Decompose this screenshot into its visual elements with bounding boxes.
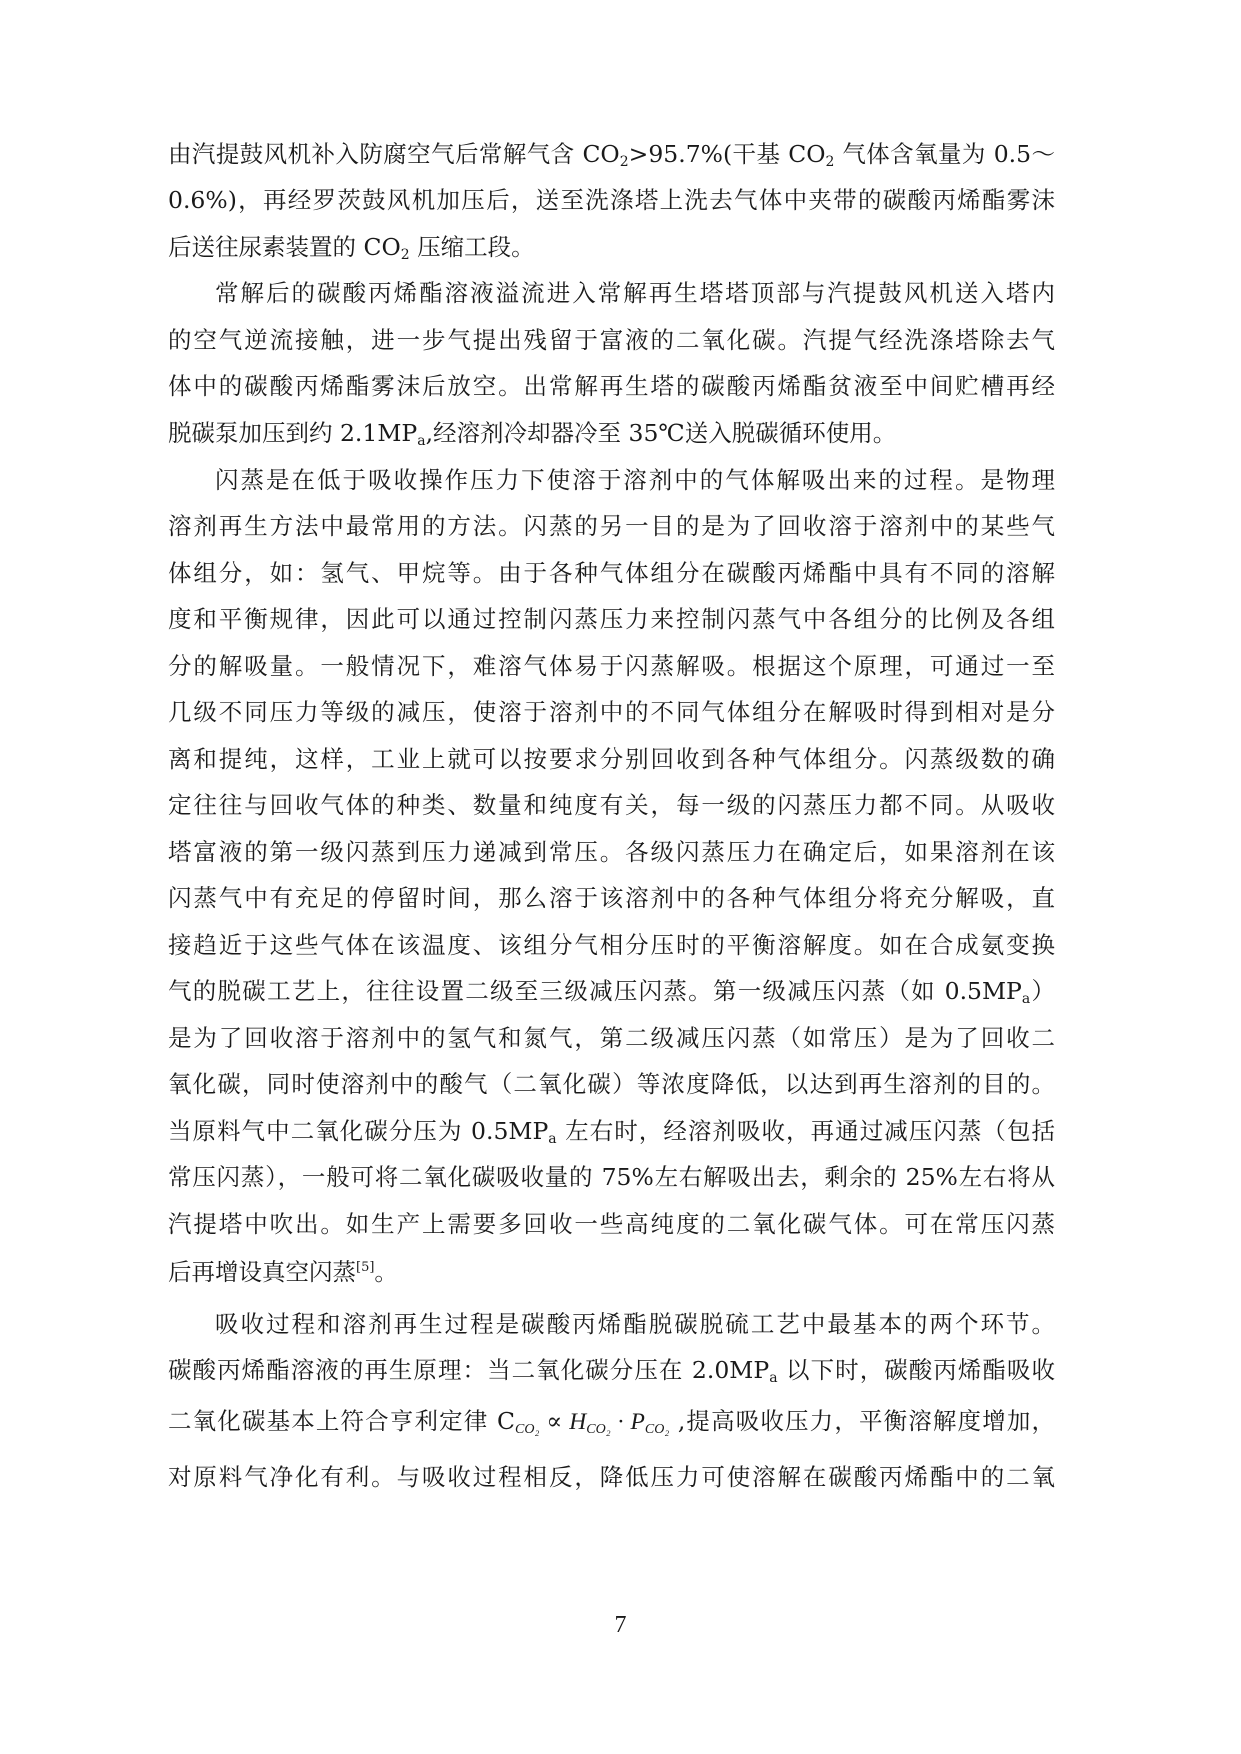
paragraph-line: 塔富液的第一级闪蒸到压力递减到常压。各级闪蒸压力在确定后，如果溶剂在该 [168, 838, 1055, 866]
paragraph-line: 接趋近于这些气体在该温度、该组分气相分压时的平衡溶解度。如在合成氨变换 [168, 931, 1055, 959]
paragraph-line: 碳酸丙烯酯溶液的再生原理：当二氧化碳分压在 $2.0MP_a$ 以下时，碳酸丙烯酯吸收 [168, 1356, 1055, 1386]
paragraph-line: 几级不同压力等级的减压，使溶于溶剂中的不同气体组分在解吸时得到相对是分 [168, 698, 1055, 726]
paragraph-line: 汽提塔中吹出。如生产上需要多回收一些高纯度的二氧化碳气体。可在常压闪蒸 [168, 1210, 1055, 1238]
paragraph-line: 体组分，如：氢气、甲烷等。由于各种气体组分在碳酸丙烯酯中具有不同的溶解 [168, 559, 1055, 587]
page-number: 7 [614, 1612, 627, 1638]
paragraph-line: 体中的碳酸丙烯酯雾沫后放空。出常解再生塔的碳酸丙烯酯贫液至中间贮槽再经 [168, 372, 1055, 400]
paragraph-line: 后送往尿素装置的 $CO_2$ 压缩工段。 [168, 233, 535, 263]
paragraph-line: 的空气逆流接触，进一步气提出残留于富液的二氧化碳。汽提气经洗涤塔除去气 [168, 326, 1055, 354]
paragraph-line: 度和平衡规律，因此可以通过控制闪蒸压力来控制闪蒸气中各组分的比例及各组 [168, 605, 1055, 633]
paragraph-line: 是为了回收溶于溶剂中的氢气和氮气，第二级减压闪蒸（如常压）是为了回收二 [168, 1024, 1055, 1052]
paragraph-line: 闪蒸气中有充足的停留时间，那么溶于该溶剂中的各种气体组分将充分解吸，直 [168, 884, 1055, 912]
paragraph-line: 气的脱碳工艺上，往往设置二级至三级减压闪蒸。第一级减压闪蒸（如 $0.5MP_a$） [168, 977, 1055, 1007]
paragraph-line: 当原料气中二氧化碳分压为 $0.5MP_a$ 左右时，经溶剂吸收，再通过减压闪蒸（包括 [168, 1117, 1055, 1147]
paragraph-line: 后再增设真空闪蒸[5]。 [168, 1258, 398, 1286]
paragraph-line: 脱碳泵加压到约 $2.1MP_a$,经溶剂冷却器冷至 35℃送入脱碳循环使用。 [168, 419, 897, 449]
paragraph-line: 二氧化碳基本上符合亨利定律 $C_{CO_2} \propto H_{CO_2} \cdot P_{CO_2}$ ,提高吸收压力，平衡溶解度增加， [168, 1407, 1055, 1437]
paragraph-line: 离和提纯，这样，工业上就可以按要求分别回收到各种气体组分。闪蒸级数的确 [168, 745, 1055, 773]
paragraph-line: 由汽提鼓风机补入防腐空气后常解气含 $CO_2>95.7\%$(干基 $CO_2$ 气体含氧量为 0.5～ [168, 140, 1055, 170]
paragraph-line: 闪蒸是在低于吸收操作压力下使溶于溶剂中的气体解吸出来的过程。是物理 [215, 466, 1055, 494]
paragraph-line: 定往往与回收气体的种类、数量和纯度有关，每一级的闪蒸压力都不同。从吸收 [168, 791, 1055, 819]
paragraph-line: 0.6%)，再经罗茨鼓风机加压后，送至洗涤塔上洗去气体中夹带的碳酸丙烯酯雾沫 [168, 186, 1055, 214]
citation-reference: [5] [356, 1260, 375, 1275]
paragraph-line: 分的解吸量。一般情况下，难溶气体易于闪蒸解吸。根据这个原理，可通过一至 [168, 652, 1055, 680]
paragraph-line: 氧化碳，同时使溶剂中的酸气（二氧化碳）等浓度降低，以达到再生溶剂的目的。 [168, 1070, 1055, 1098]
paragraph-line: 对原料气净化有利。与吸收过程相反，降低压力可使溶解在碳酸丙烯酯中的二氧 [168, 1463, 1055, 1491]
paragraph-line: 常压闪蒸），一般可将二氧化碳吸收量的 75%左右解吸出去，剩余的 25%左右将从 [168, 1163, 1055, 1191]
paragraph-line: 吸收过程和溶剂再生过程是碳酸丙烯酯脱碳脱硫工艺中最基本的两个环节。 [215, 1310, 1055, 1338]
paragraph-line: 溶剂再生方法中最常用的方法。闪蒸的另一目的是为了回收溶于溶剂中的某些气 [168, 512, 1055, 540]
paragraph-line: 常解后的碳酸丙烯酯溶液溢流进入常解再生塔塔顶部与汽提鼓风机送入塔内 [215, 279, 1055, 307]
henry-law-formula: $_{CO_2} \propto H_{CO_2} \cdot P_{CO_2}$ [515, 1409, 670, 1437]
